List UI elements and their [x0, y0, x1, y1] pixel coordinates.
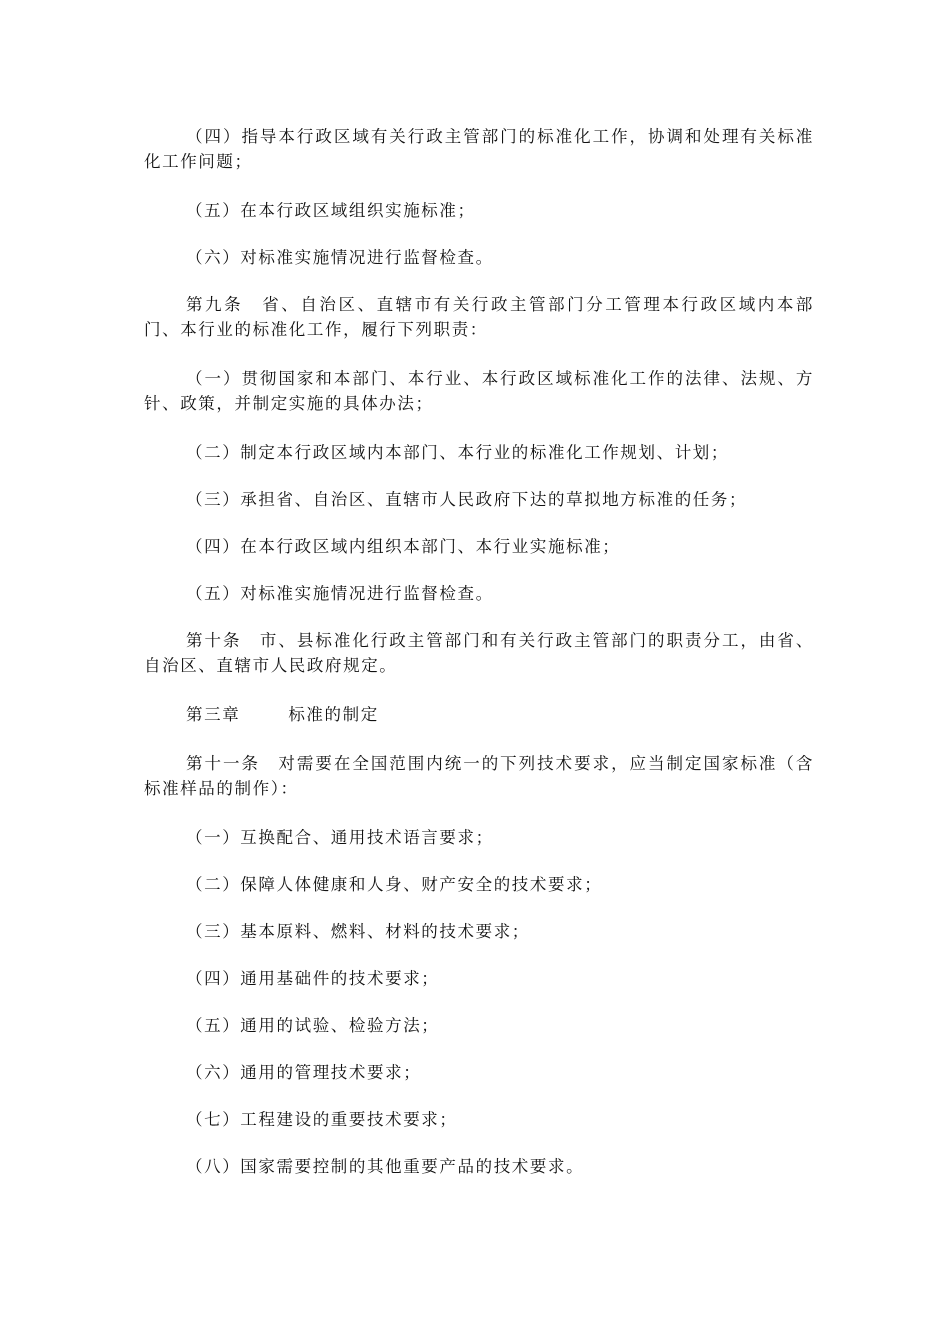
article-heading-paragraph: 第十条 市、县标准化行政主管部门和有关行政主管部门的职责分工，由省、自治区、直辖市人民政府规定。	[144, 631, 814, 675]
article-heading-paragraph: 第十一条 对需要在全国范围内统一的下列技术要求，应当制定国家标准（含标准样品的制作）：	[144, 754, 814, 798]
paragraph: （一）互换配合、通用技术语言要求；	[186, 828, 494, 847]
paragraph: （八）国家需要控制的其他重要产品的技术要求。	[186, 1157, 585, 1176]
paragraph: （一）贯彻国家和本部门、本行业、本行政区域标准化工作的法律、法规、方针、政策，并制定实施的具体办法；	[144, 369, 814, 413]
chapter-heading	[144, 702, 814, 727]
paragraph: （四）指导本行政区域有关行政主管部门的标准化工作，协调和处理有关标准化工作问题；	[144, 127, 814, 171]
chapter-number: 第三章	[186, 705, 241, 724]
paragraph: （二）制定本行政区域内本部门、本行业的标准化工作规划、计划；	[186, 443, 729, 462]
paragraph: （六）通用的管理技术要求；	[186, 1063, 422, 1082]
paragraph: （四）在本行政区域内组织本部门、本行业实施标准；	[186, 537, 621, 556]
chapter-title: 标准的制定	[288, 705, 379, 724]
paragraph: （六）对标准实施情况进行监督检查。	[186, 248, 494, 267]
paragraph: （五）通用的试验、检验方法；	[186, 1016, 440, 1035]
article-heading-paragraph: 第九条 省、自治区、直辖市有关行政主管部门分工管理本行政区域内本部门、本行业的标准化工作，履行下列职责：	[144, 295, 814, 339]
paragraph: （三）承担省、自治区、直辖市人民政府下达的草拟地方标准的任务；	[186, 490, 748, 509]
paragraph: （四）通用基础件的技术要求；	[186, 969, 440, 988]
paragraph: （二）保障人体健康和人身、财产安全的技术要求；	[186, 875, 603, 894]
paragraph: （三）基本原料、燃料、材料的技术要求；	[186, 922, 530, 941]
document-page	[144, 124, 814, 1201]
paragraph: （五）在本行政区域组织实施标准；	[186, 201, 476, 220]
paragraph: （五）对标准实施情况进行监督检查。	[186, 584, 494, 603]
paragraph: （七）工程建设的重要技术要求；	[186, 1110, 458, 1129]
